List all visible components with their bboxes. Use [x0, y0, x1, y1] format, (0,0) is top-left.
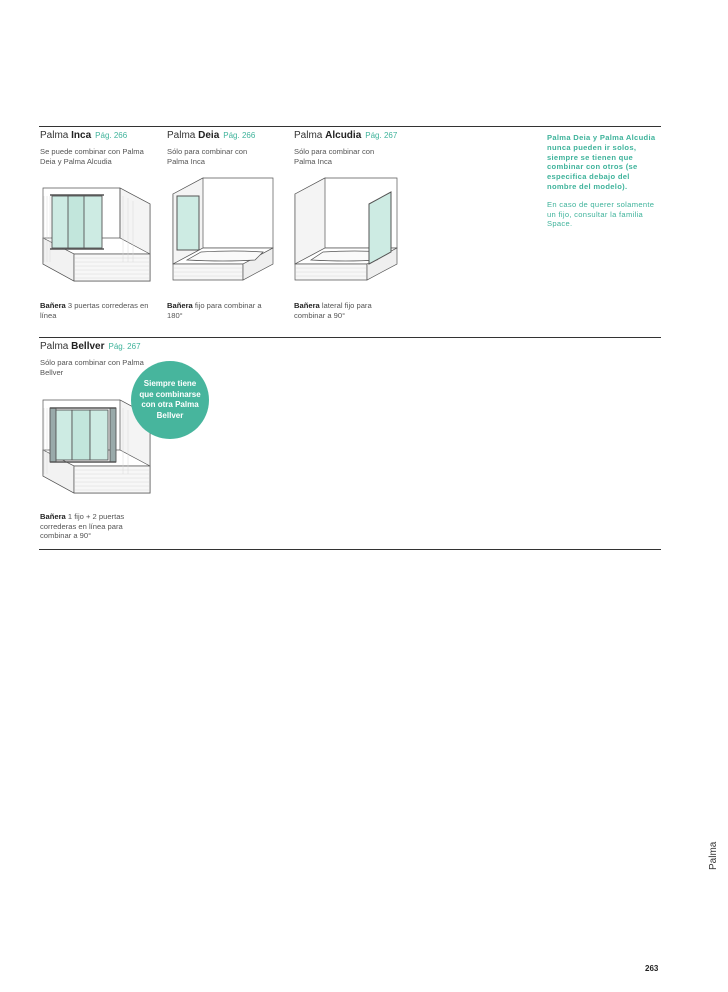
- product-title: Palma Alcudia Pág. 267: [294, 130, 398, 141]
- bottom-rule: [39, 549, 661, 550]
- deia-illustration: [165, 176, 277, 282]
- product-inca: [40, 130, 155, 166]
- combination-note: [547, 133, 659, 229]
- product-subtitle: Sólo para combinar con Palma Bellver: [40, 358, 144, 377]
- combination-badge: Siempre tiene que combinarse con otra Palma Bellver: [131, 361, 209, 439]
- product-subtitle: Sólo para combinar con Palma Inca: [294, 147, 375, 166]
- product-bellver: [40, 341, 150, 377]
- page-link[interactable]: Pág. 266: [223, 131, 256, 140]
- top-rule: [39, 126, 661, 127]
- product-caption: Bañera 1 fijo + 2 puertas correderas en línea para combinar a 90°: [40, 512, 125, 541]
- section-side-label: Palma: [708, 841, 719, 870]
- product-alcudia: [294, 130, 398, 166]
- alcudia-illustration: [293, 176, 405, 282]
- product-subtitle: Sólo para combinar con Palma Inca: [167, 147, 248, 166]
- inca-illustration: [38, 176, 154, 284]
- page-link[interactable]: Pág. 266: [95, 131, 128, 140]
- middle-rule: [39, 337, 661, 338]
- product-title: Palma Inca Pág. 266: [40, 130, 128, 141]
- note-light: En caso de querer solamente un fijo, consultar la familia Space.: [547, 199, 655, 229]
- note-strong: Palma Deia y Palma Alcudia nunca pueden ir solos, siempre se tienen que combinar con otros (se especifica debajo del nombre del modelo).: [547, 133, 656, 191]
- product-caption: Bañera lateral fijo para combinar a 90°: [294, 301, 372, 320]
- product-caption: Bañera fijo para combinar a 180°: [167, 301, 262, 320]
- product-subtitle: Se puede combinar con Palma Deia y Palma Alcudia: [40, 147, 144, 166]
- page-link[interactable]: Pág. 267: [108, 342, 141, 351]
- product-title: Palma Deia Pág. 266: [167, 130, 256, 141]
- product-deia: [167, 130, 267, 166]
- page-number: 263: [645, 964, 659, 973]
- product-caption: Bañera 3 puertas correderas en línea: [40, 301, 149, 320]
- product-title: Palma Bellver Pág. 267: [40, 341, 141, 352]
- page-link[interactable]: Pág. 267: [365, 131, 398, 140]
